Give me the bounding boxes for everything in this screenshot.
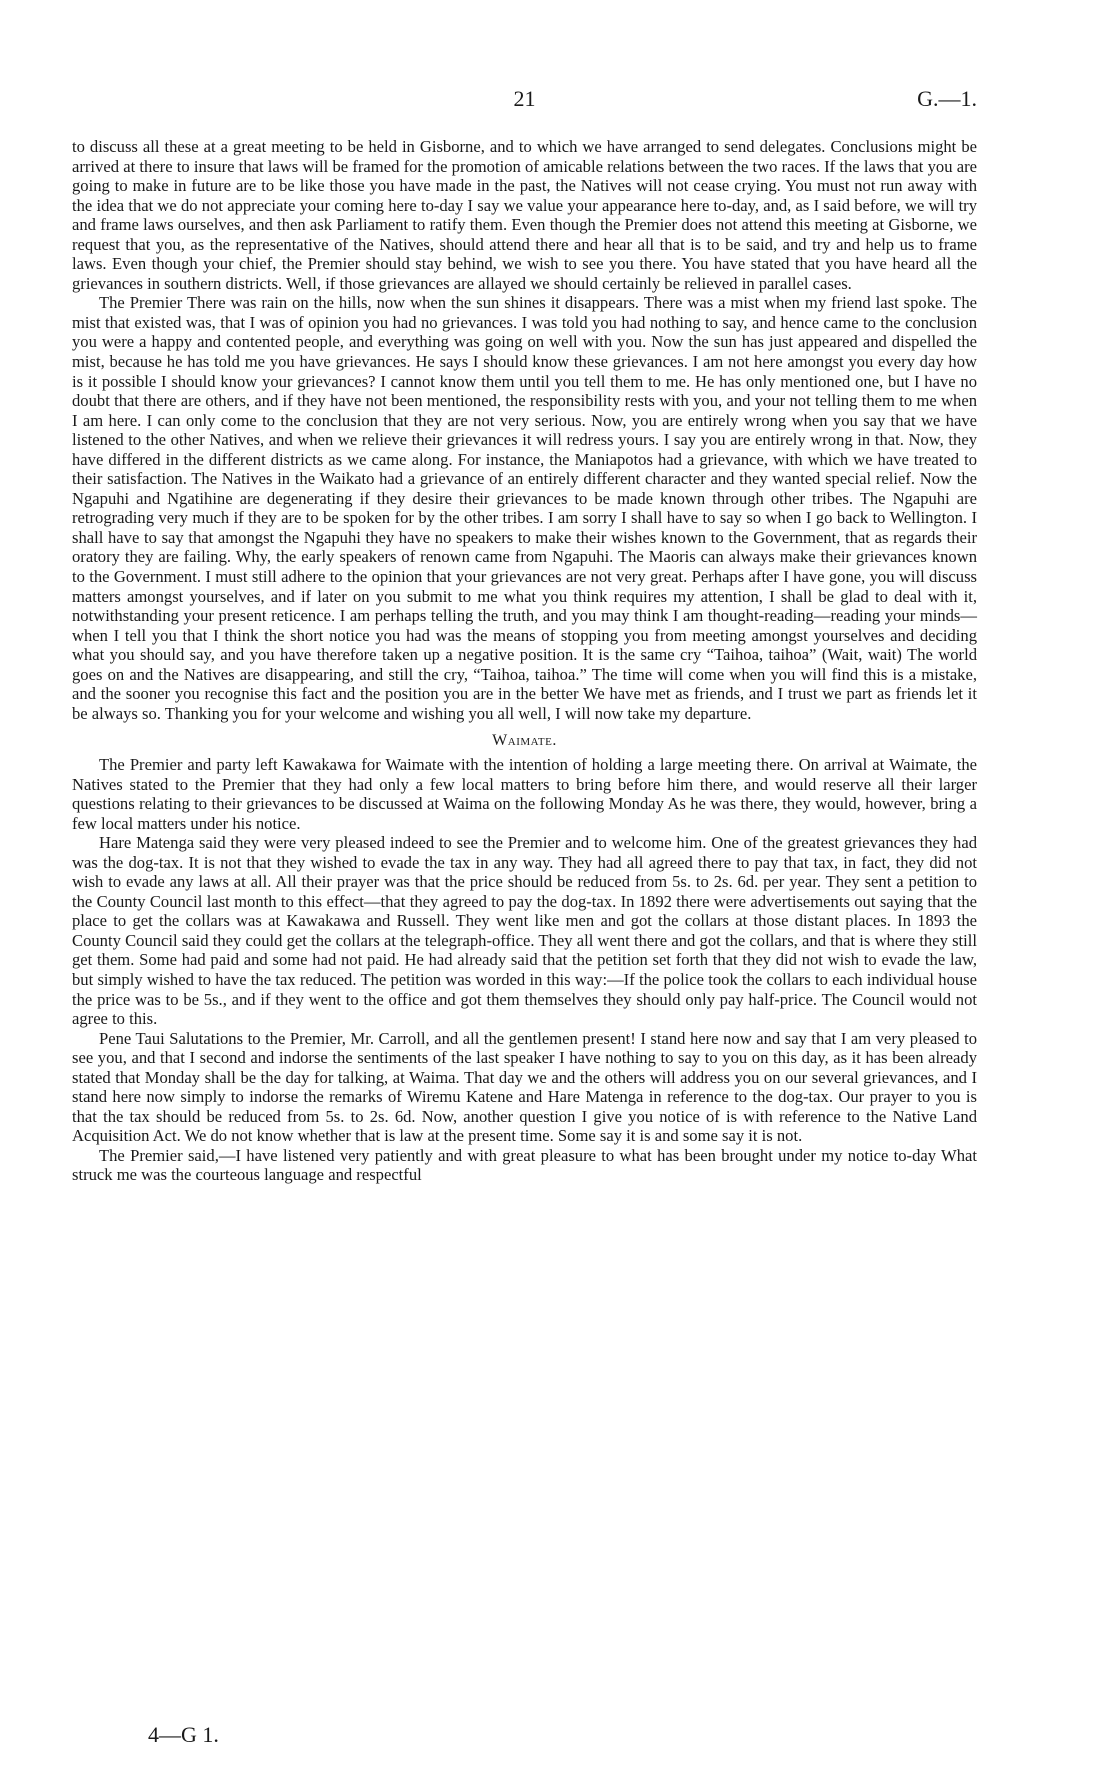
signature-mark: 4—G 1.	[148, 1722, 219, 1747]
document-reference: G.—1.	[917, 86, 977, 111]
section-heading-waimate: Waimate.	[492, 732, 557, 750]
paragraph-arrival-waimate: The Premier and party left Kawakawa for Waimate with the intention of holding a large meeting there. On arrival at Waimate, the Natives stated to the Premier that they had only a few local matters to bring before him there, and would reserve all their larger questions relating to their grievances to be discussed at Waima on the following Monday As he was there, they would, however, bring a few local matters under his notice.	[72, 754, 977, 833]
paragraph-continuation: to discuss all these at a great meeting to be held in Gisborne, and to which we have arranged to send delegates. Conclusions might be arrived at there to insure that laws will be framed for the promotion of amicable relations between the two races. If the laws that you are going to make in future are to be like those you have made in the past, the Natives will not cease crying. You must not run away with the idea that we do not appreciate your coming here to-day I say we value your appearance here to-day, and, as I said before, we will try and frame laws ourselves, and then ask Parliament to ratify them. Even though the Premier does not attend this meeting at Gisborne, we request that you, as the representative of the Natives, should attend there and hear all that is to be said, and try and help us to frame laws. Even though your chief, the Premier should stay behind, we wish to see you there. You have stated that you have heard all the grievances in southern districts. Well, if those grievances are allayed we should certainly be relieved in parallel cases.	[72, 137, 977, 293]
paragraph-pene-taui: Pene Taui Salutations to the Premier, Mr. Carroll, and all the gentlemen present! I stand here now and say that I am very pleased to see you, and that I second and indorse the sentiments of the last speaker I have nothing to say to you on this day, as it has been already stated that Monday shall be the day for talking, at Waima. That day we and the others will address you on our several grievances, and I stand here now simply to indorse the remarks of Wiremu Katene and Hare Matenga in reference to the dog-tax. Our prayer to you is that the tax should be reduced from 5s. to 2s. 6d. Now, another question I give you notice of is with reference to the Native Land Acquisition Act. We do not know whether that is law at the present time. Some say it is and some say it is not.	[72, 1028, 977, 1146]
page-header	[72, 86, 977, 116]
paragraph-premier-said: The Premier said,—I have listened very patiently and with great pleasure to what has been brought under my notice to-day What struck me was the courteous language and respectful	[72, 1145, 977, 1185]
paragraph-premier-reply: The Premier There was rain on the hills, now when the sun shines it disappears. There was a mist when my friend last spoke. The mist that existed was, that I was of opinion you had no grievances. I was told you had nothing to say, and hence came to the conclusion you were a happy and contented people, and everything was going on well with you. Now the sun has just appeared and dispelled the mist, because he has told me you have grievances. He says I should know these grievances. I am not here amongst you every day how is it possible I should know your grievances? I cannot know them until you tell them to me. He has only mentioned one, but I have no doubt that there are others, and if they have not been mentioned, the responsibility rests with you, and your not telling them to me when I am here. I can only come to the conclusion that they are not very serious. Now, you are entirely wrong when you say that we have listened to the other Natives, and when we relieve their grievances it will redress yours. I say you are entirely wrong in that. Now, they have differed in the different districts as we came along. For instance, the Maniapotos had a grievance, with which we have treated to their satisfaction. The Natives in the Waikato had a grievance of an entirely different character and they wanted special relief. Now the Ngapuhi and Ngatihine are degenerating if they desire their grievances to be made known through other tribes. The Ngapuhi are retrograding very much if they are to be spoken for by the other tribes. I am sorry I shall have to say so when I go back to Wellington. I shall have to say that amongst the Ngapuhi they have no speakers to make their wishes known to the Government, that as regards their oratory they are failing. Why, the early speakers of renown came from Ngapuhi. The Maoris can always make their grievances known to the Government. I must still adhere to the opinion that your grievances are not very great. Perhaps after I have gone, you will discuss matters amongst yourselves, and if later on you submit to me what you think requires my attention, I shall be glad to deal with it, notwithstanding your present reticence. I am perhaps telling the truth, and you may think I am thought-reading—reading your minds—when I tell you that I think the short notice you had was the means of stopping you from meeting amongst yourselves and deciding what you should say, and you have therefore taken up a negative position. It is the same cry “Taihoa, taihoa” (Wait, wait) The world goes on and the Natives are disappearing, and still the cry, “Taihoa, taihoa.” The time will come when you will find this is a mistake, and the sooner you recognise this fact and the position you are in the better We have met as friends, and I trust we part as friends let it be always so. Thanking you for your welcome and wishing you all well, I will now take my departure.	[72, 293, 977, 723]
page-number: 21	[513, 86, 536, 111]
body-text	[72, 137, 977, 1185]
paragraph-hare-matenga: Hare Matenga said they were very pleased indeed to see the Premier and to welcome him. One of the greatest grievances they had was the dog-tax. It is not that they wished to evade the tax in any way. They had all agreed there to pay that tax, in fact, they did not wish to evade any laws at all. All their prayer was that the price should be reduced from 5s. to 2s. 6d. per year. They sent a petition to the County Council last month to this effect—that they agreed to pay the dog-tax. In 1892 there were advertisements out saying that the place to get the collars was at Kawakawa and Russell. They went like men and got the collars at those distant places. In 1893 the County Council said they could get the collars at the telegraph-office. They all went there and got the collars, and that is where they still get them. Some had paid and some had not paid. He had already said that the petition set forth that they did not wish to evade the law, but simply wished to have the tax reduced. The petition was worded in this way:—If the police took the collars to each individual house the price was to be 5s., and if they went to the office and got them themselves they should only pay half-price. The Council would not agree to this.	[72, 833, 977, 1029]
